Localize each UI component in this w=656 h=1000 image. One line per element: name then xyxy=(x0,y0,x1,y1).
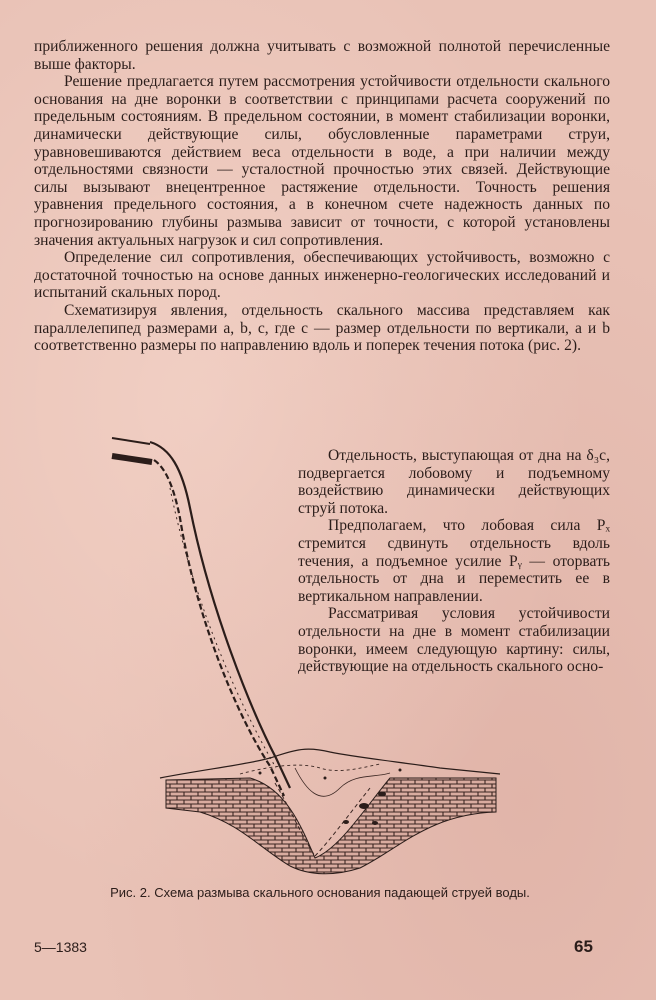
paragraph-2: Определение сил сопротивления, обеспечивающих устойчивость, возможно с достаточной точностью на основе данных инженерно-геологических исследований и испытаний скальных пород. xyxy=(34,249,610,302)
scour-diagram xyxy=(100,428,560,898)
paragraph-0: приближенного решения должна учитывать с возможной полнотой перечисленные выше факторы. xyxy=(34,38,610,73)
water-jet xyxy=(150,442,290,796)
paragraph-6: Рассматривая условия устойчивости отдельности на дне в момент стабилизации воронки, имеем следующую картину: силы, действующие на отдельность скального осно- xyxy=(298,605,610,676)
rock-base xyxy=(166,778,496,874)
paragraph-5: Предполагаем, что лобовая сила Pₓ стремится сдвинуть отдельность вдоль течения, а подъемное усилие Pᵧ — оторвать отдельность от дна и переместить ее в вертикальном направлении. xyxy=(298,517,610,605)
main-text xyxy=(34,38,610,355)
paragraph-4: Отдельность, выступающая от дна на δ₃c, подвергается лобовому и подъемному воздействию динамически действующих струй потока. xyxy=(298,447,610,517)
printer-signature: 5—1383 xyxy=(34,939,87,955)
paragraph-3: Схематизируя явления, отдельность скального массива представляем как параллелепипед размерами a, b, c, где c — размер отдельности по вертикали, a и b соответственно размеры по направлению вдоль и поперек течения потока (рис. 2). xyxy=(34,301,610,355)
paragraph-1: Решение предлагается путем рассмотрения устойчивости отдельности скального основания на дне воронки в соответствии с принципами расчета сооружений по предельным состояниям. В предельном состоянии, в момент стабилизации воронки, динамически действующие силы, обусловленные параметрами струи, уравновешиваются действием веса отдельности в воде, а при наличии между отдельностями связности — усталостной прочностью этих связей. Действующие силы вызывают внецентренное растяжение отдельности. Точность решения уравнения предельного состояния, а в конечном счете надежность данных по прогнозированию глубины размыва зависит от точности, с которой установлены значения актуальных нагрузок и сил сопротивления. xyxy=(34,73,610,249)
nozzle-icon xyxy=(112,438,152,462)
figure-caption: Рис. 2. Схема размыва скального основания падающей струей воды. xyxy=(110,885,530,900)
page-number: 65 xyxy=(574,937,593,956)
